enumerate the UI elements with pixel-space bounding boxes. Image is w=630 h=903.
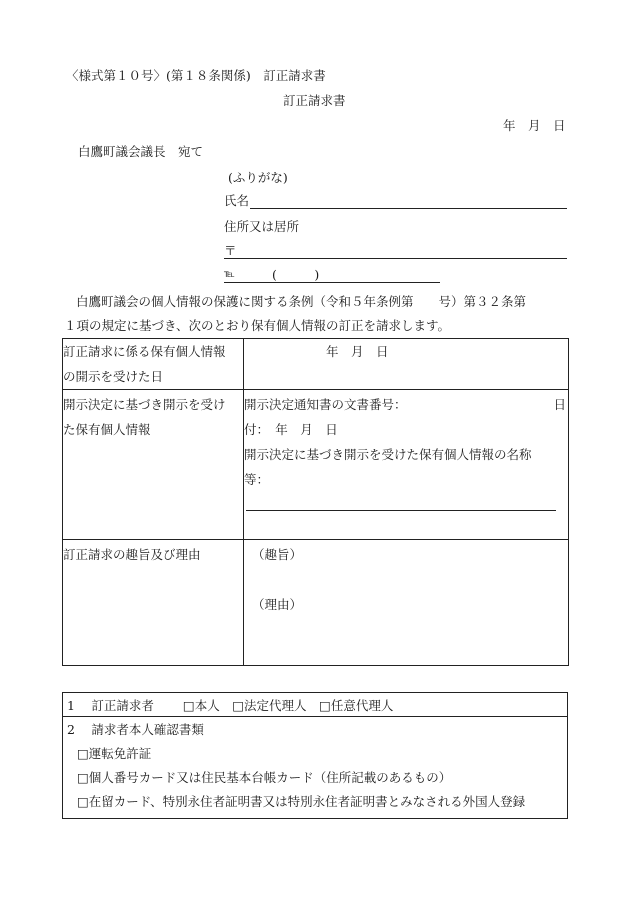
- disclosure-date-label: [63, 339, 244, 390]
- table-row: [63, 390, 569, 540]
- document-title: 訂正請求書: [283, 93, 346, 108]
- table-row: [63, 717, 568, 819]
- intro-paragraph: [64, 290, 568, 338]
- date-line: 年 月 日: [503, 118, 566, 133]
- request-table: [62, 338, 569, 666]
- intro-line-2: １項の規定に基づき、次のとおり保有個人情報の訂正を請求します。: [64, 318, 451, 333]
- purpose-label: （趣旨）: [252, 547, 303, 562]
- id-documents-cell: [63, 717, 568, 819]
- disclosed-info-field[interactable]: [244, 390, 569, 540]
- table-row: [63, 693, 568, 717]
- disclosed-info-label: [63, 390, 244, 540]
- requester-type-options[interactable]: 1 訂正請求者 □本人 □法定代理人 □任意代理人: [67, 697, 394, 713]
- disclosed-info-label-line-1: 開示決定に基づき開示を受け: [63, 397, 226, 412]
- name-field[interactable]: [250, 208, 567, 209]
- address-field[interactable]: [224, 258, 567, 259]
- disclosure-date-value: 年 月 日: [326, 344, 389, 359]
- tel-parens: ( ): [272, 267, 320, 282]
- table-row: [63, 540, 569, 666]
- reason-sub-label: （理由）: [252, 597, 303, 612]
- disclosure-date-field[interactable]: [244, 339, 569, 390]
- doc-date-line: 付： 年 月 日: [244, 422, 338, 437]
- doc-number-label: 開示決定通知書の文書番号：: [244, 397, 407, 412]
- doc-number-line: [244, 392, 568, 417]
- furigana-label: (ふりがな): [228, 170, 288, 185]
- tel-field[interactable]: [224, 282, 440, 283]
- checkbox-residence-card[interactable]: □在留カード、特別永住者証明書又は特別永住者証明書とみなされる外国人登録: [77, 794, 526, 809]
- disclosed-info-name-label: 開示決定に基づき開示を受けた保有個人情報の名称: [244, 447, 532, 462]
- addressee: 白鷹町議会議長 宛て: [78, 144, 204, 159]
- reason-label: 訂正請求の趣旨及び理由: [63, 540, 244, 666]
- table-row: [63, 339, 569, 390]
- form-number: 〈様式第１０号〉(第１８条関係) 訂正請求書: [66, 68, 326, 83]
- name-label: 氏名: [224, 193, 250, 208]
- requester-table: [62, 692, 568, 819]
- disclosed-info-name-label-cont: 等：: [244, 472, 270, 487]
- id-documents-title: 2 請求者本人確認書類: [67, 722, 204, 737]
- reason-field[interactable]: [244, 540, 569, 666]
- checkbox-drivers-license[interactable]: □運転免許証: [77, 746, 152, 761]
- address-label: 住所又は居所: [224, 219, 300, 234]
- disclosed-info-label-line-2: た保有個人情報: [63, 422, 151, 437]
- doc-number-day-char: 日: [553, 397, 566, 412]
- postal-mark: 〒: [224, 243, 237, 258]
- intro-line-1: 白鷹町議会の個人情報の保護に関する条例（令和５年条例第 号）第３２条第: [76, 294, 527, 309]
- disclosure-date-label-line-2: の開示を受けた日: [63, 369, 164, 384]
- disclosed-info-name-field[interactable]: [246, 510, 556, 511]
- disclosure-date-label-line-1: 訂正請求に係る保有個人情報: [63, 344, 226, 359]
- tel-label: ℡: [224, 269, 235, 280]
- checkbox-my-number-card[interactable]: □個人番号カード又は住民基本台帳カード（住所記載のあるもの）: [77, 770, 452, 785]
- requester-type-row[interactable]: [63, 693, 568, 717]
